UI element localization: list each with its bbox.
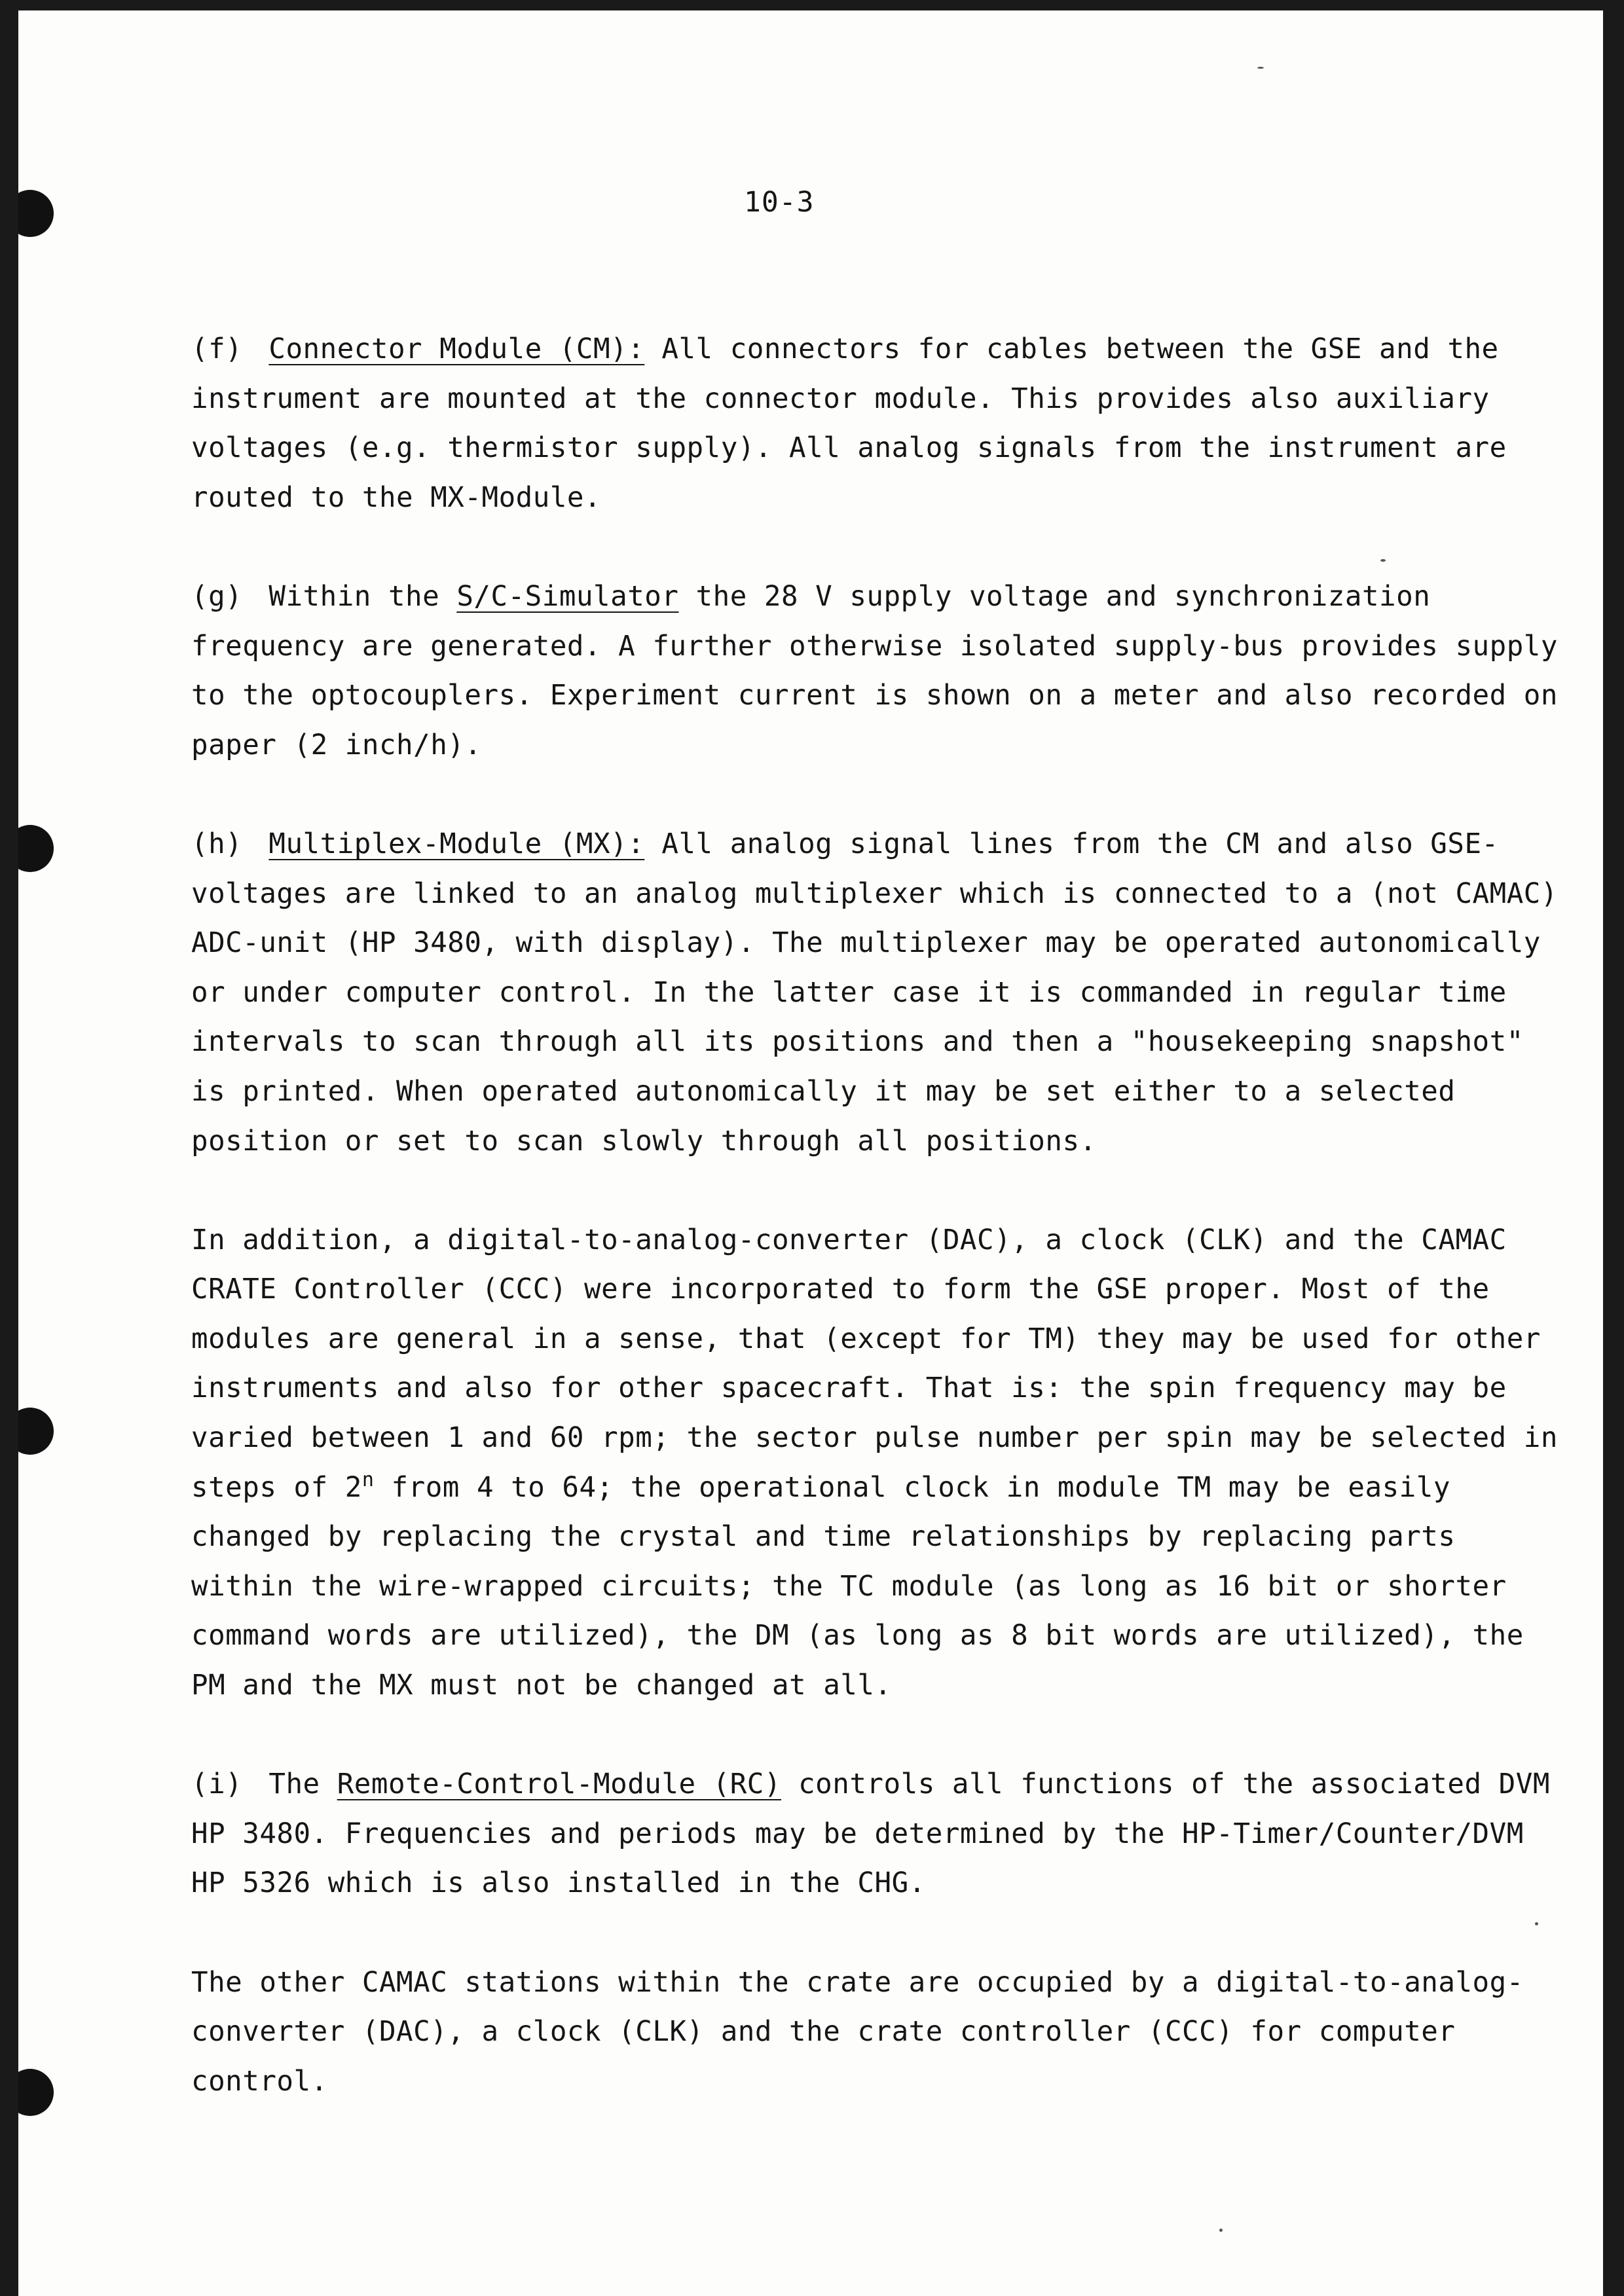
punch-hole-2 [18,825,54,872]
paragraph-text: All connectors for cables between the GSE and the instrument are mounted at the connector module. This provides also auxiliary voltages (e.g. thermistor supply). All analog signals from the instrument are routed to the MX-Module. [191,333,1507,514]
punch-hole-4 [18,2069,54,2116]
paragraph-i [191,1760,1560,1908]
punch-hole-3 [18,1408,54,1455]
scanned-page [18,10,1603,2296]
exponent: n [361,1468,375,1491]
paragraph-text-intro: Within the [268,580,457,613]
paragraph-text: the 28 V supply voltage and synchronization frequency are generated. A further otherwise isolated supply-bus provides supply to the optocouplers. Experiment current is shown on a meter and also recorded on paper (2 inch/h). [191,580,1558,761]
section-heading: Remote-Control-Module (RC) [337,1768,781,1801]
scan-speck [1219,2229,1223,2232]
paragraph-text: The other CAMAC stations within the crate are occupied by a digital-to-analog- converter (DAC), a clock (CLK) and the crate controller (CCC) for computer control. [191,1966,1524,2098]
document-body [191,325,1560,2156]
paragraph-addition [191,1216,1560,1711]
paragraph-text: In addition, a digital-to-analog-converter (DAC), a clock (CLK) and the CAMAC CRATE Controller (CCC) were incorporated to form the GSE proper. Most of the modules are general in a sense, that (except for TM) they may be used for other instruments and also for other spacecraft. That is: the spin frequency may be varied between 1 and 60 rpm; the sector pulse number per spin may be selected in steps of 2 [191,1224,1558,1504]
paragraph-text-continued: from 4 to 64; the operational clock in module TM may be easily changed by replacing the crystal and time relationships by replacing parts within the wire-wrapped circuits; the TC module (as long as 16 bit or shorter command words are utilized), the DM (as long as 8 bit words are utilized), the PM and the MX must not be changed at all. [191,1471,1524,1702]
paragraph-text-intro: The [268,1768,337,1801]
paragraph-label: (f) [191,333,243,365]
paragraph-text: controls all functions of the associated DVM HP 3480. Frequencies and periods may be determined by the HP-Timer/Counter/DVM HP 5326 which is also installed in the CHG. [191,1768,1550,1900]
punch-hole-1 [18,190,54,237]
paragraph-label: (g) [191,580,243,613]
paragraph-other [191,1958,1560,2107]
section-heading: Multiplex-Module (MX): [268,828,645,860]
paragraph-label: (i) [191,1768,243,1801]
page-number: 10-3 [744,186,815,219]
paragraph-g [191,572,1560,770]
paragraph-h [191,820,1560,1166]
scan-speck [1257,67,1264,69]
paragraph-f [191,325,1560,522]
section-heading: S/C-Simulator [456,580,679,613]
section-heading: Connector Module (CM): [268,333,645,365]
paragraph-label: (h) [191,828,243,860]
paragraph-text: All analog signal lines from the CM and also GSE- voltages are linked to an analog multiplexer which is connected to a (not CAMAC) ADC-unit (HP 3480, with display). The multiplexer may be operated autonomically or under computer control. In the latter case it is commanded in regular time intervals to scan through all its positions and then a "housekeeping snapshot" is printed. When operated autonomically it may be set either to a selected position or set to scan slowly through all positions. [191,828,1558,1157]
